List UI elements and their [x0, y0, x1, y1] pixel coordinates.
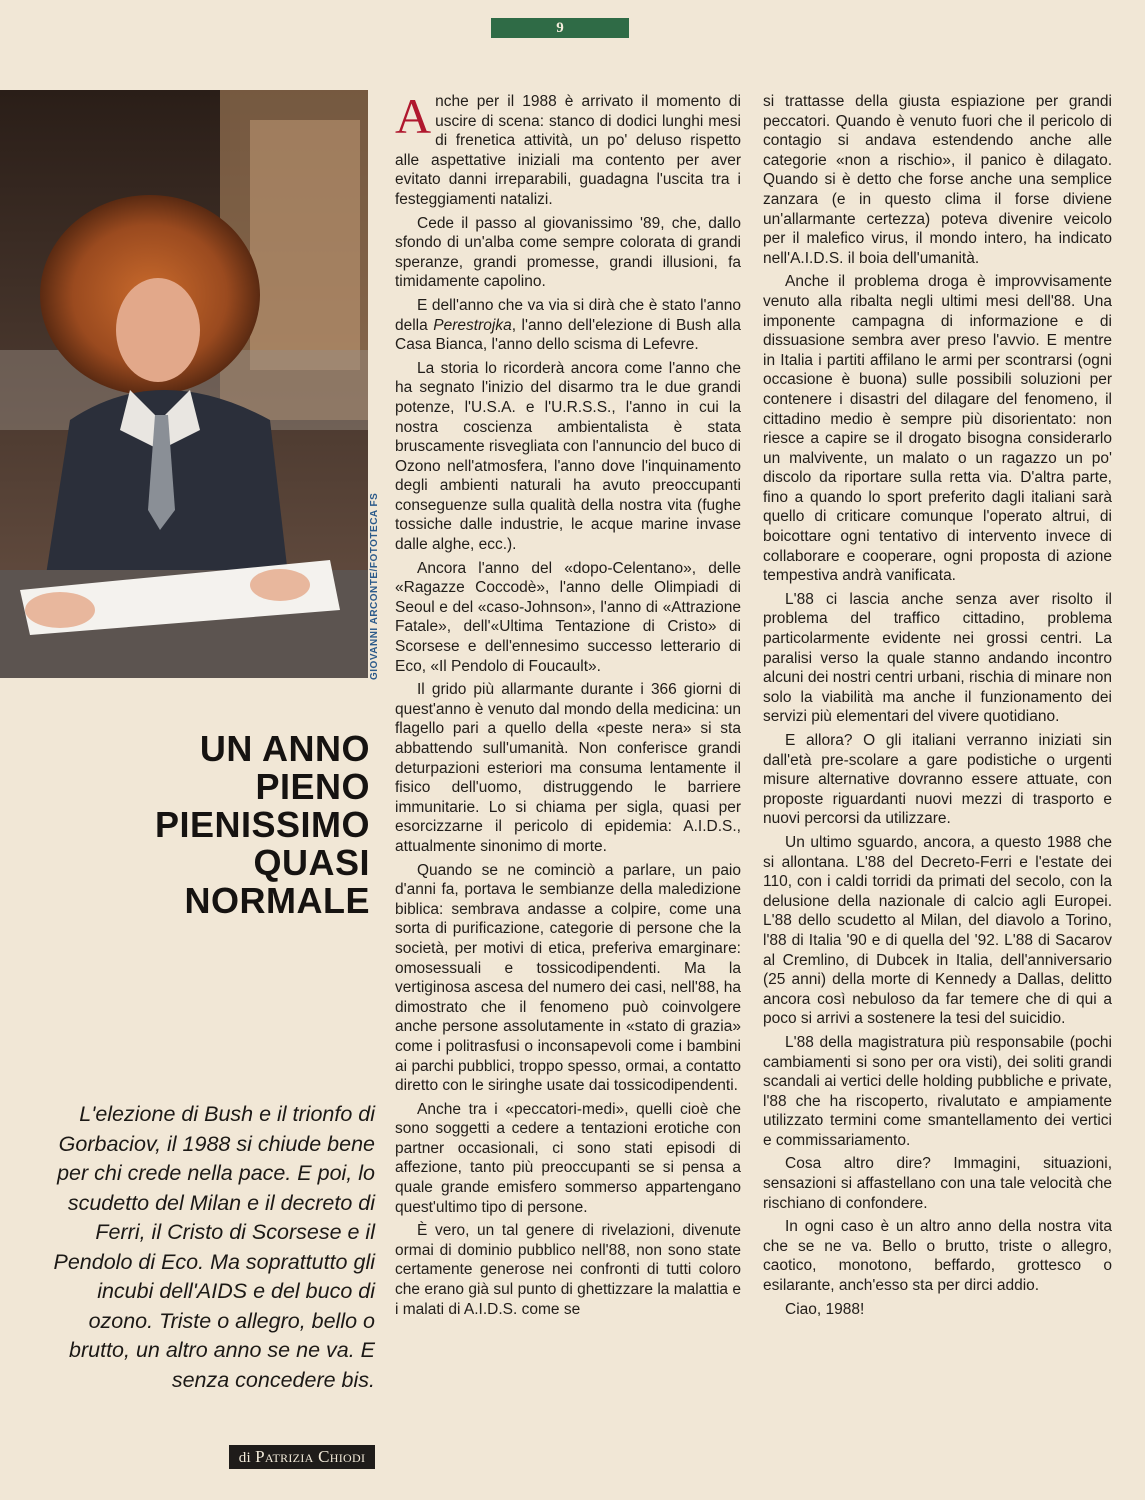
paragraph: E dell'anno che va via si dirà che è stato l'anno della Perestrojka, l'anno dell'elezione di Bush alla Casa Bianca, l'anno dello scisma di Lefevre. — [395, 296, 741, 354]
paragraph: Anche per il 1988 è arrivato il momento di uscire di scena: stanco di dodici lunghi mesi di frenetica attività, un po' deluso rispetto alle aspettative iniziali ma contento per aver evitato danni irreparabili, guadagna l'uscita tra i festeggiamenti natalizi. — [395, 88, 741, 208]
photo-credit: GIOVANNI ARCONTE/FOTOTECA FS — [369, 492, 380, 680]
paragraph: Cosa altro dire? Immagini, situazioni, sensazioni si affastellano con una tale velocità che rischiano di confondere. — [763, 1155, 1112, 1212]
paragraph: È vero, un tal genere di rivelazioni, divenute ormai di dominio pubblico nell'88, non sono state certamente generose nei confronti di tutti coloro che erano già sul punto di ghettizzare la malattia e i malati di A.I.D.S. come se — [395, 1222, 741, 1318]
paragraph: Un ultimo sguardo, ancora, a questo 1988 che si allontana. L'88 del Decreto-Ferri e l'estate dei 110, con i caldi torridi da primati del secolo, con la delusione della nazionale di calcio agli Europei. L'88 dello scudetto al Milan, del diavolo a Torino, l'88 di Italia '90 e di quella del '92. L'88 di Sacarov al Cremlino, di Dubcek in Italia, dell'anniversario (25 anni) della morte di Kennedy a Dallas, delitto ancora così nebuloso da far temere che di qui a poco si arrivi a sostenere la tesi del suicidio. — [763, 833, 1112, 1028]
byline — [229, 1445, 375, 1469]
paragraph: La storia lo ricorderà ancora come l'anno che ha segnato l'inizio del disarmo tra le due grandi potenze, l'U.S.A. e l'U.R.S.S., l'anno in cui la nostra coscienza ambientalista è stata bruscamente risvegliata con l'annuncio del buco di Ozono nell'atmosfera, l'anno dove l'inquinamento degli ambienti naturali ha avuto preoccupanti conseguenze sulla qualità della nostra vita (fughe tossiche dalle industrie, le acque marine invase dalle alghe, ecc.). — [395, 359, 741, 554]
paragraph: Il grido più allarmante durante i 366 giorni di quest'anno è venuto dal mondo della medicina: un flagello pari a quello della «peste nera» si sta abbattendo sull'umanità. Non conferisce grandi deturpazioni esteriori ma consuma lentamente il fisico dell'uomo, distruggendo le barriere immunitarie. Lo si chiama per sigla, quasi per esorcizzarne il pericolo di epidemia: A.I.D.S., attualmente sinonimo di morte. — [395, 681, 741, 855]
article-column-2 — [763, 92, 1112, 1323]
paragraph: Anche tra i «peccatori-medi», quelli cioè che sono soggetti a cedere a tentazioni erotiche con partner occasionali, ci sono stati episodi di affezione, tanto più preoccupanti se si pensa a quale grande emisfero sommerso appartengano quest'ultimo tipo di persone. — [395, 1100, 741, 1216]
paragraph: Quando se ne cominciò a parlare, un paio d'anni fa, portava le sembianze della maledizione biblica: sembrava andasse a colpire, come una sorta di purificazione, categorie di persone che la società, per motivi di etica, preferiva emarginare: omosessuali e tossicodipendenti. Ma la vertiginosa ascesa del numero dei casi, nell'88, ha dimostrato che il fenomeno può coinvolgere anche persone assolutamente in «stato di grazia» come i politrasfusi o inconsapevoli come i bambini ai parchi pubblici, troppo spesso, ormai, a contatto diretto con le siringhe usate dai tossicodipendenti. — [395, 861, 741, 1095]
byline-prefix: di — [238, 1450, 251, 1466]
headline-line-3: PIENISSIMO — [154, 804, 370, 845]
headline-line-4: QUASI — [253, 842, 370, 883]
drop-cap: A — [395, 88, 432, 144]
headline — [40, 730, 370, 920]
headline-line-1: UN ANNO — [199, 728, 370, 769]
paragraph: Cede il passo al giovanissimo '89, che, dallo sfondo di un'alba come sempre colorata di grandi speranze, grandi promesse, grandi illusioni, fa timidamente capolino. — [395, 214, 741, 291]
photo-illustration — [0, 90, 368, 678]
page-number: 9 — [491, 18, 629, 38]
headline-line-2: PIENO — [255, 766, 370, 807]
subtitle: L'elezione di Bush e il trionfo di Gorbaciov, il 1988 si chiude bene per chi crede nella pace. E poi, lo scudetto del Milan e il decreto di Ferri, il Cristo di Scorsese e il Pendolo di Eco. Ma soprattutto gli incubi dell'AIDS e del buco di ozono. Triste o allegro, bello o brutto, un altro anno se ne va. E senza concedere bis. — [53, 1102, 375, 1392]
headline-line-5: NORMALE — [184, 880, 370, 921]
paragraph: Ancora l'anno del «dopo-Celentano», delle «Ragazze Coccodè», l'anno delle Olimpiadi di Seoul e del «caso-Johnson», l'anno di «Attrazione Fatale», dell'«Ultima Tentazione di Cristo» di Scorsese e dell'ennesimo successo letterario di Eco, «Il Pendolo di Foucault». — [395, 559, 741, 675]
paragraph: si trattasse della giusta espiazione per grandi peccatori. Quando è venuto fuori che il pericolo di contagio si andava estendendo anche alle categorie «non a rischio», il panico è dilagato. Quando si è detto che forse anche una semplice zanzara (e in questo clima il forse diviene un'allarmante certezza) poteva divenire veicolo per il malefico virus, il mondo intero, ha indicato nell'A.I.D.S. il boia dell'umanità. — [763, 93, 1112, 267]
paragraph: L'88 ci lascia anche senza aver risolto il problema del traffico cittadino, problema particolarmente evidente nei grossi centri. La paralisi verso la quale stanno andando incontro alcuni dei nostri centri urbani, rischia di minare non solo la viabilità ma anche il funzionamento dei servizi più elementari del vivere quotidiano. — [763, 590, 1112, 726]
paragraph: L'88 della magistratura più responsabile (pochi cambiamenti si sono per ora visti), dei soliti grandi scandali ai vertici delle holding pubbliche e private, l'88 che ha riscoperto, rivalutato e ampiamente utilizzato termini come smantellamento dei vertici e commissariamento. — [763, 1033, 1112, 1149]
paragraph: Anche il problema droga è improvvisamente venuto alla ribalta negli ultimi mesi dell'88. Una imponente campagna di informazione e di dissuasione sembra aver preso l'avvio. E mentre in Italia i partiti affilano le armi per scontrarsi (ogni occasione è buona) sulle possibili soluzioni per contenere i disastri del dilagare del fenomeno, il cittadino medio è sempre più disorientato: non riesce a capire se il drogato bisogna considerarlo un malvivente, un malato o un ragazzo un po' discolo da riportare sulla retta via. D'altra parte, fino a quando lo sport preferito dagli italiani sarà quello di criticare comunque l'operato altrui, di boicottare ogni tentativo di intervento invece di collaborare e cooperare, ogni proposta di azione tempestiva andrà vanificata. — [763, 273, 1112, 585]
cover-photo — [0, 90, 368, 678]
byline-author: Patrizia Chiodi — [255, 1447, 366, 1466]
paragraph: E allora? O gli italiani verranno iniziati sin dall'età pre-scolare a gare podistiche o urgenti misure alternative dovranno essere attuate, con proposte riguardanti nuovi mezzi di trasporto e nuovi percorsi da utilizzare. — [763, 732, 1112, 828]
paragraph: Ciao, 1988! — [785, 1300, 865, 1318]
paragraph: In ogni caso è un altro anno della nostra vita che se ne va. Bello o brutto, triste o allegro, caotico, monotono, beffardo, grottesco o esilarante, anch'esso sta per dirci addio. — [763, 1218, 1112, 1295]
article-column-1 — [395, 88, 741, 1323]
